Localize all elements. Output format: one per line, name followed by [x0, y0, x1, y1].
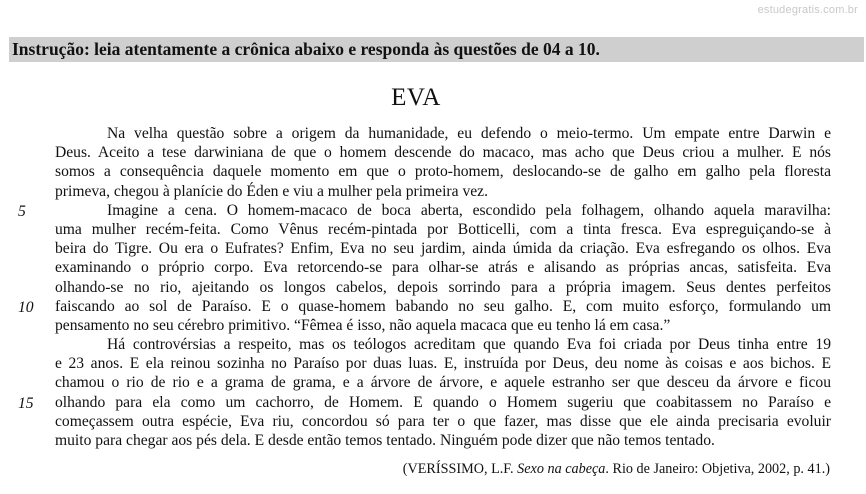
source-prefix: (VERÍSSIMO, L.F. [402, 461, 518, 477]
text-line: olhando para ela como um cachorro, de Homem. E quando o Homem sugeriu que coabitassem no Paraíso e [55, 393, 831, 411]
text-line: Deus. Aceito a tese darwiniana de que o homem descende do macaco, mas acho que Deus criou a mulher. E nós [55, 144, 831, 162]
text-line: Na velha questão sobre a origem da humanidade, eu defendo o meio-termo. Um empate entre Darwin e [107, 125, 831, 142]
text-line: muito para chegar aos pés dela. E desde então temos tentado. Ninguém pode dizer que não temos tentado. [55, 432, 715, 449]
text-line: uma mulher recém-feita. Como Vênus recém-pintada por Botticelli, com a tinta fresca. Eva espreguiçando-se à [55, 220, 831, 238]
line-number-15: 15 [18, 395, 34, 412]
source-citation [403, 461, 830, 478]
source-suffix: . Rio de Janeiro: Objetiva, 2002, p. 41.) [605, 461, 830, 477]
chronicle-title: EVA [391, 84, 441, 111]
instruction-heading: Instrução: leia atentamente a crônica abaixo e responda às questões de 04 a 10. [9, 37, 864, 62]
source-book-title: Sexo na cabeça [517, 461, 606, 477]
text-line: Imagine a cena. O homem-macaco de boca aberta, escondido pela folhagem, olhando aquela maravilha: [107, 201, 831, 219]
text-line: faiscando ao sol de Paraíso. E o quase-homem babando no seu galho. E, com muito esforço, formulando um [55, 297, 831, 315]
text-line: chamou o rio de rio e a grama de grama, e a árvore de árvore, e aquele estranho ser que desceu da árvore e ficou [55, 374, 831, 392]
text-line: primeva, chegou à planície do Éden e viu a mulher pela primeira vez. [55, 182, 488, 200]
line-number-5: 5 [18, 202, 26, 220]
text-line: Há controvérsias a respeito, mas os teólogos acreditam que quando Eva foi criada por Deus tinha entre 19 [107, 336, 831, 354]
chronicle-text [55, 124, 831, 450]
text-line: examinando o próprio corpo. Eva retorcendo-se para olhar-se atrás e alisando as próprias ancas, satisfeita. Eva [55, 259, 831, 277]
text-line: somos a consequência daquele momento em que o proto-homem, deslocando-se de galho em galho pela floresta [55, 163, 831, 181]
text-line: olhando-se no rio, ajeitando os longos cabelos, depois sorrindo para a própria imagem. Seus dentes perfeitos [55, 278, 831, 296]
text-line: e 23 anos. E ela reinou sozinha no Paraíso por duas luas. E, instruída por Deus, deu nome às coisas e aos bichos. E [55, 355, 831, 373]
text-line: pensamento no seu cérebro primitivo. “Fêmea é isso, não aquela macaca que eu tenho lá em casa.” [55, 316, 671, 334]
text-line: beira do Tigre. Ou era o Eufrates? Enfim, Eva no seu jardim, ainda úmida da criação. Eva esfregando os olhos. Eva [55, 240, 831, 258]
watermark: estudegratis.com.br [757, 4, 858, 16]
line-number-10: 10 [18, 298, 34, 316]
text-line: começassem outra espécie, Eva riu, concordou só para ter o que fazer, mas disse que ele ainda precisaria evoluir [55, 412, 831, 430]
